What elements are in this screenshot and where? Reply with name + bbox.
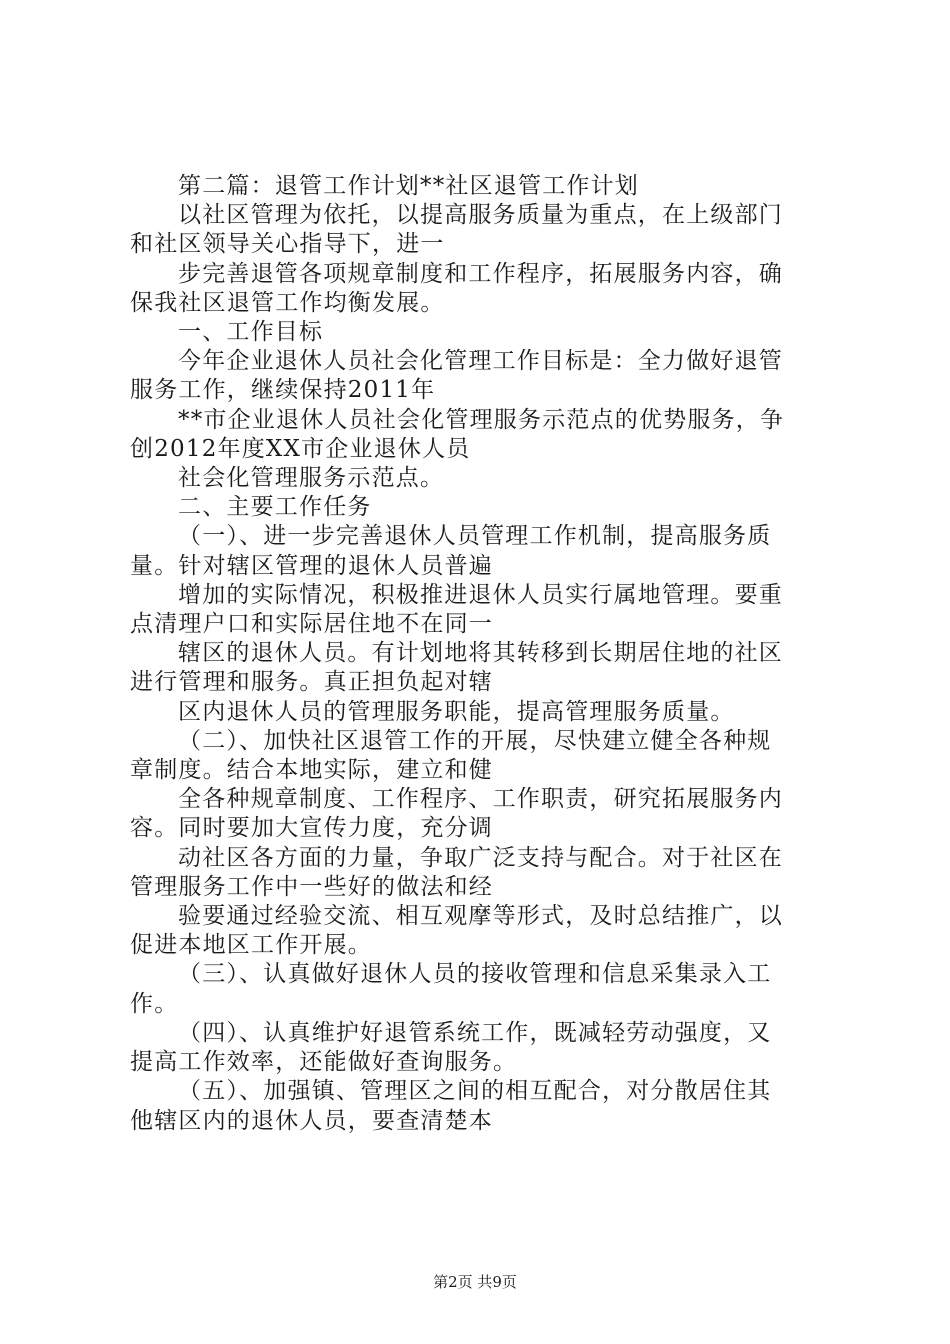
text-line: 社会化管理服务示范点。 [178, 465, 445, 492]
page-footer: 第2页 共9页 [433, 1273, 517, 1291]
text-line: 促进本地区工作开展。 [130, 932, 372, 959]
text-line: 服务工作，继续保持2011年 [130, 377, 436, 404]
text-line: 步完善退管各项规章制度和工作程序，拓展服务内容，确 [178, 260, 783, 287]
text-line: 容。同时要加大宣传力度，充分调 [130, 815, 493, 842]
text-line: 辖区的退休人员。有计划地将其转移到长期居住地的社区 [178, 640, 783, 667]
text-line: （五）、加强镇、管理区之间的相互配合，对分散居住其 [178, 1078, 772, 1105]
text-line: 点清理户口和实际居住地不在同一 [130, 611, 493, 638]
text-line: 保我社区退管工作均衡发展。 [130, 289, 445, 316]
text-line: 验要通过经验交流、相互观摩等形式，及时总结推广，以 [178, 903, 783, 930]
text-line: 以社区管理为依托，以提高服务质量为重点，在上级部门 [178, 202, 783, 229]
text-line: 进行管理和服务。真正担负起对辖 [130, 669, 493, 696]
text-line: **市企业退休人员社会化管理服务示范点的优势服务，争 [178, 406, 785, 433]
text-line: 第二篇：退管工作计划**社区退管工作计划 [178, 173, 639, 199]
text-line: 创2012年度XX市企业退休人员 [130, 435, 471, 462]
text-line: 全各种规章制度、工作程序、工作职责，研究拓展服务内 [178, 786, 783, 813]
text-line: （三）、认真做好退休人员的接收管理和信息采集录入工 [178, 961, 772, 988]
text-line: 动社区各方面的力量，争取广泛支持与配合。对于社区在 [178, 844, 783, 871]
document-body [130, 172, 830, 1136]
text-line: 增加的实际情况，积极推进退休人员实行属地管理。要重 [178, 581, 783, 608]
text-line: 量。针对辖区管理的退休人员普遍 [130, 552, 493, 579]
text-line: 他辖区内的退休人员，要查清楚本 [130, 1107, 493, 1134]
text-line: 今年企业退休人员社会化管理工作目标是：全力做好退管 [178, 348, 783, 375]
text-line: 管理服务工作中一些好的做法和经 [130, 873, 493, 900]
text-line: 作。 [130, 990, 179, 1017]
text-line: 区内退休人员的管理服务职能，提高管理服务质量。 [178, 698, 735, 725]
text-line: 章制度。结合本地实际，建立和健 [130, 757, 493, 784]
text-line: 一、工作目标 [178, 319, 324, 346]
text-line: （一）、进一步完善退休人员管理工作机制，提高服务质 [178, 523, 772, 550]
text-line: （四）、认真维护好退管系统工作，既减轻劳动强度，又 [178, 1019, 772, 1046]
text-line: 提高工作效率，还能做好查询服务。 [130, 1049, 518, 1076]
text-line: 和社区领导关心指导下，进一 [130, 231, 445, 258]
text-line: 二、主要工作任务 [178, 494, 372, 521]
text-line: （二）、加快社区退管工作的开展，尽快建立健全各种规 [178, 727, 772, 754]
